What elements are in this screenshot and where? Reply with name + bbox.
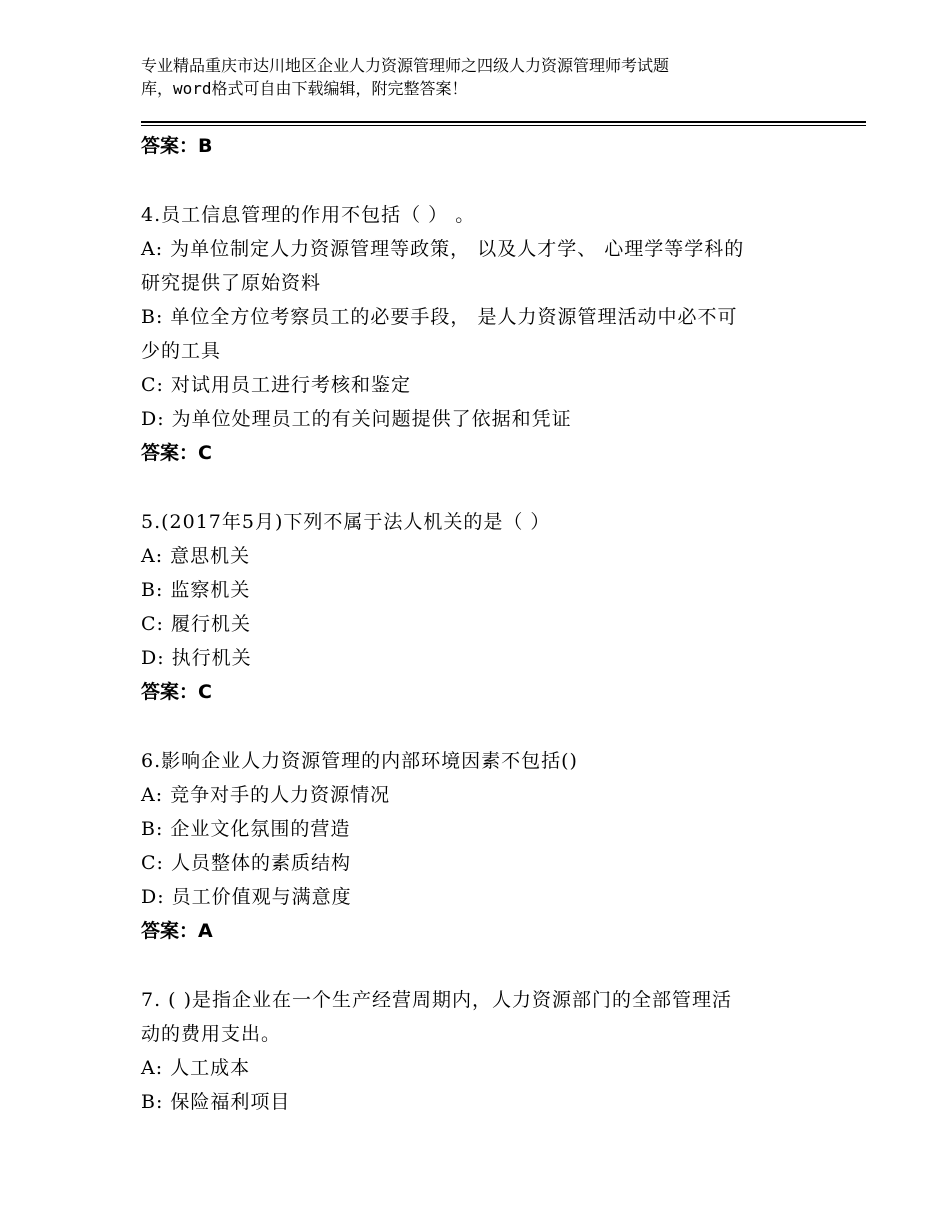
option-b: B: 保险福利项目 — [141, 1091, 291, 1113]
option-a-continued: 研究提供了原始资料 — [141, 272, 322, 294]
question-list — [141, 129, 821, 1119]
option-b: B: 企业文化氛围的营造 — [141, 818, 351, 840]
question-stem: 5.(2017年5月)下列不属于法人机关的是（ ） — [141, 511, 551, 533]
document-header — [141, 54, 821, 100]
question-6 — [141, 744, 821, 948]
option-b-continued: 少的工具 — [141, 340, 222, 362]
option-b: B: 单位全方位考察员工的必要手段， 是人力资源管理活动中必不可 — [141, 306, 738, 328]
question-stem: 6.影响企业人力资源管理的内部环境因素不包括() — [141, 750, 578, 772]
spacer — [141, 948, 821, 983]
header-title-line-2: 库，word格式可自由下载编辑，附完整答案！ — [141, 79, 468, 98]
question-7 — [141, 983, 821, 1119]
option-c: C: 履行机关 — [141, 613, 251, 635]
option-a: A: 意思机关 — [141, 545, 251, 567]
option-d: D: 执行机关 — [141, 647, 252, 669]
header-divider-thin — [141, 125, 866, 126]
option-b: B: 监察机关 — [141, 579, 251, 601]
spacer — [141, 709, 821, 744]
answer-label: 答案：C — [141, 442, 212, 464]
option-a: A: 为单位制定人力资源管理等政策， 以及人才学、 心理学等学科的 — [141, 238, 745, 260]
question-3-tail — [141, 129, 821, 163]
question-4 — [141, 198, 821, 470]
question-5 — [141, 505, 821, 709]
option-c: C: 人员整体的素质结构 — [141, 852, 351, 874]
option-c: C: 对试用员工进行考核和鉴定 — [141, 374, 411, 396]
header-divider-thick — [141, 121, 866, 123]
spacer — [141, 470, 821, 505]
spacer — [141, 163, 821, 198]
answer-label: 答案：A — [141, 920, 213, 942]
option-a: A: 人工成本 — [141, 1057, 251, 1079]
question-stem-continued: 动的费用支出。 — [141, 1023, 282, 1045]
option-a: A: 竞争对手的人力资源情况 — [141, 784, 391, 806]
option-d: D: 员工价值观与满意度 — [141, 886, 352, 908]
answer-label: 答案：B — [141, 135, 213, 157]
question-stem: 7. ( )是指企业在一个生产经营周期内，人力资源部门的全部管理活 — [141, 989, 733, 1011]
header-title-line-1: 专业精品重庆市达川地区企业人力资源管理师之四级人力资源管理师考试题 — [141, 56, 670, 75]
question-stem: 4.员工信息管理的作用不包括（ ） 。 — [141, 204, 476, 226]
answer-label: 答案：C — [141, 681, 212, 703]
option-d: D: 为单位处理员工的有关问题提供了依据和凭证 — [141, 408, 572, 430]
